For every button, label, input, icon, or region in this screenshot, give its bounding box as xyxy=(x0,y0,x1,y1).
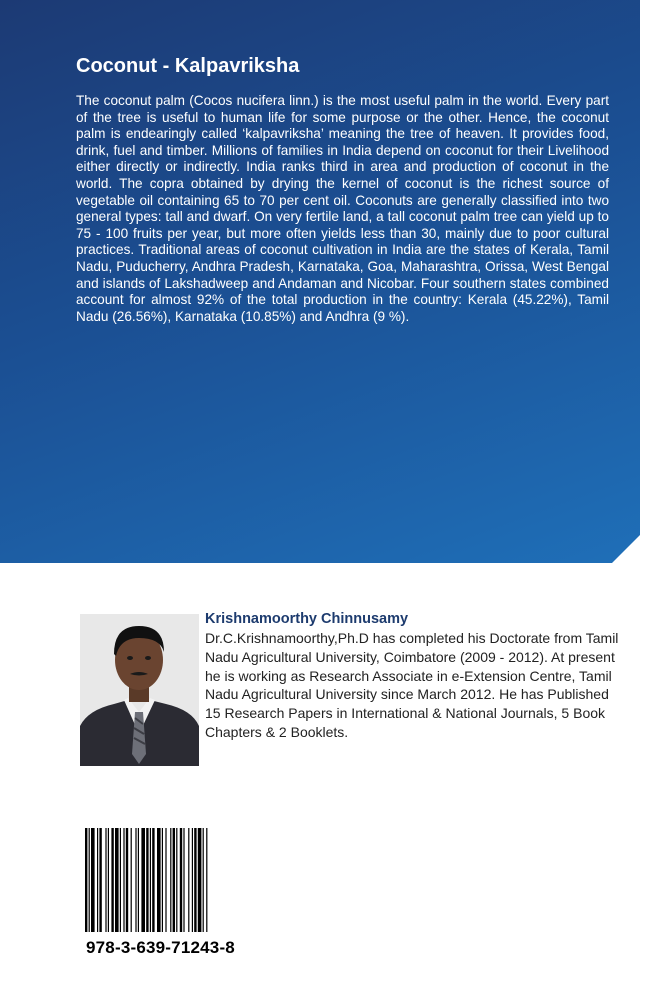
barcode-bar xyxy=(85,828,87,932)
barcode xyxy=(84,828,249,932)
barcode-bar xyxy=(115,828,119,932)
barcode-bar xyxy=(198,828,202,932)
barcode-bar xyxy=(192,828,193,932)
barcode-bar xyxy=(146,828,148,932)
barcode-bar xyxy=(170,828,171,932)
barcode-bar xyxy=(176,828,177,932)
barcode-bar xyxy=(111,828,113,932)
barcode-bar xyxy=(194,828,196,932)
book-blurb: The coconut palm (Cocos nucifera linn.) is the most useful palm in the world. Every part of the tree is useful to human life for some purpose or the other. Hence, the coconut palm is endearingly called ‘kalpavriksha’ meaning the tree of heaven. It provides food, drink, fuel and timber. Millions of families in India depend on coconut for their Livelihood either directly or indirectly. India ranks third in area and production of coconut in the world. The copra obtained by drying the kernel of coconut is the richest source of vegetable oil containing 65 to 70 per cent oil. Coconuts are generally classified into two general types: tall and dwarf. On very fertile land, a tall coconut palm tree can yield up to 75 - 100 fruits per year, but more often yields less than 30, mainly due to poor cultural practices. Traditional areas of coconut cultivation in India are the states of Kerala, Tamil Nadu, Puducherry, Andhra Pradesh, Karnataka, Goa, Maharashtra, Orissa, West Bengal and islands of Lakshadweep and Andaman and Nicobar. Four southern states combined account for almost 92% of the total production in the country: Kerala (45.22%), Tamil Nadu (26.56%), Karnataka (10.85%) and Andhra (9 %). xyxy=(76,93,609,324)
barcode-bar xyxy=(97,828,98,932)
barcode-bar xyxy=(138,828,139,932)
isbn-number: 978-3-639-71243-8 xyxy=(86,938,235,957)
barcode-bar xyxy=(141,828,145,932)
barcode-bar xyxy=(135,828,136,932)
author-photo xyxy=(80,614,199,766)
barcode-bar xyxy=(180,828,182,932)
barcode-bar xyxy=(108,828,109,932)
author-name: Krishnamoorthy Chinnusamy xyxy=(205,611,409,627)
barcode-bar xyxy=(183,828,184,932)
barcode-bar xyxy=(99,828,101,932)
barcode-bar xyxy=(188,828,189,932)
barcode-bar xyxy=(123,828,124,932)
author-portrait-icon xyxy=(80,614,199,766)
barcode-bar xyxy=(162,828,163,932)
barcode-bar xyxy=(91,828,95,932)
barcode-bar xyxy=(203,828,204,932)
right-margin-strip xyxy=(640,0,662,563)
barcode-bar xyxy=(120,828,121,932)
book-title: Coconut - Kalpavriksha xyxy=(76,55,300,77)
barcode-bar xyxy=(89,828,90,932)
barcode-bar xyxy=(165,828,166,932)
barcode-bar xyxy=(173,828,175,932)
barcode-bar xyxy=(157,828,161,932)
barcode-bar xyxy=(105,828,106,932)
barcode-bar xyxy=(150,828,151,932)
barcode-bar xyxy=(206,828,207,932)
barcode-bar xyxy=(126,828,128,932)
barcode-bar xyxy=(152,828,154,932)
barcode-bar xyxy=(131,828,132,932)
author-bio: Dr.C.Krishnamoorthy,Ph.D has completed his Doctorate from Tamil Nadu Agricultural University, Coimbatore (2009 - 2012). At present he is working as Research Associate in e-Extension Centre, Tamil Nadu Agricultural University since March 2012. He has Published 15 Research Papers in International & National Journals, 5 Book Chapters & 2 Booklets. xyxy=(205,630,619,740)
